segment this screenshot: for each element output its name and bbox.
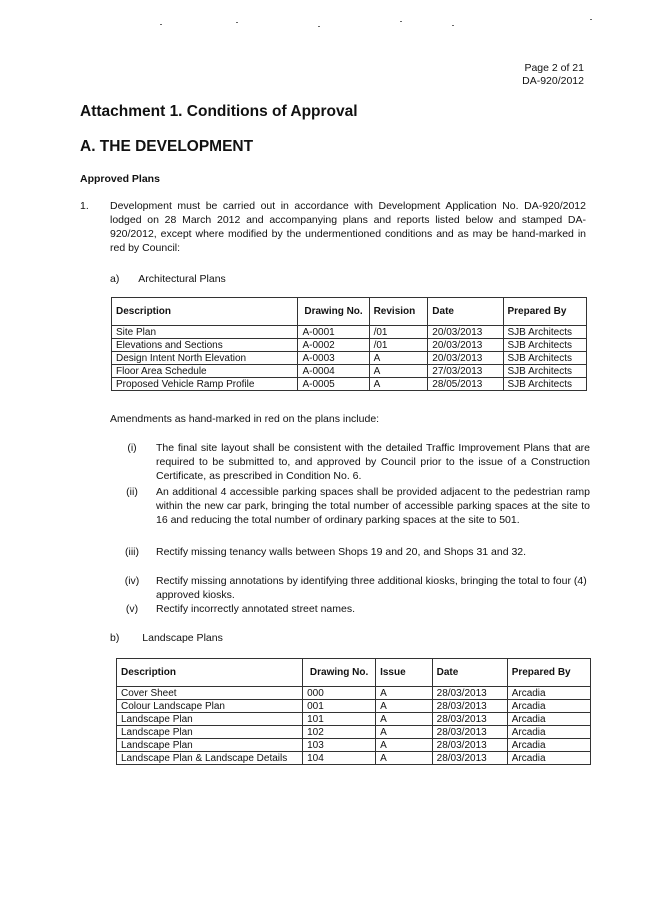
table-row [117,713,591,726]
cell-description: Elevations and Sections [112,339,298,352]
table-row [117,687,591,700]
section-heading: A. THE DEVELOPMENT [80,138,254,155]
cell-prepared: Arcadia [507,739,590,752]
col-revision: Revision [369,298,428,326]
cell-description: Landscape Plan [117,713,303,726]
table-row [117,726,591,739]
list-marker: a) [110,273,120,285]
cell-drawing: A-0001 [298,326,369,339]
amendment-text: An additional 4 accessible parking spaces shall be provided adjacent to the pedestrian ramp within the new car park, bringing the total number of accessible parking spaces at the site to 16 and reducing the total number of ordinary parking spaces at the site to 501. [156,486,590,526]
cell-description: Floor Area Schedule [112,365,298,378]
cell-description: Site Plan [112,326,298,339]
arch-plans-heading [110,272,226,286]
cell-date: 28/03/2013 [432,726,507,739]
col-description: Description [117,659,303,687]
amendment-number: (i) [127,442,137,454]
page-title: Attachment 1. Conditions of Approval [80,103,358,120]
cell-description: Cover Sheet [117,687,303,700]
amendment-number: (v) [125,603,139,615]
table-row [112,326,587,339]
cell-description: Design Intent North Elevation [112,352,298,365]
amendment-text: Rectify incorrectly annotated street names. [156,603,356,615]
cell-prepared: SJB Architects [503,378,587,391]
col-date: Date [428,298,503,326]
cell-revision: A [369,352,428,365]
condition-1 [80,199,586,259]
landscape-plans-table [116,658,591,765]
cell-description: Proposed Vehicle Ramp Profile [112,378,298,391]
scan-speck [452,25,454,26]
amendment-item [116,441,590,485]
condition-number: 1. [80,200,89,212]
table-row [117,752,591,765]
col-prepared-by: Prepared By [503,298,587,326]
cell-drawing: 001 [303,700,376,713]
table-row [117,700,591,713]
col-drawing-no: Drawing No. [303,659,376,687]
cell-prepared: SJB Architects [503,352,587,365]
cell-issue: A [376,713,433,726]
cell-date: 28/03/2013 [432,687,507,700]
cell-issue: A [376,752,433,765]
col-issue: Issue [376,659,433,687]
cell-prepared: Arcadia [507,687,590,700]
table-row [112,339,587,352]
cell-date: 20/03/2013 [428,352,503,365]
scan-speck [236,22,238,23]
page-header [522,62,584,88]
scan-speck [400,21,402,22]
cell-drawing: A-0002 [298,339,369,352]
table-row [117,739,591,752]
col-prepared-by: Prepared By [507,659,590,687]
arch-plans-label: Architectural Plans [138,273,226,285]
amendment-number: (iii) [125,546,139,558]
amendment-number: (iv) [124,575,140,587]
col-date: Date [432,659,507,687]
table-row [112,378,587,391]
scan-speck [318,26,320,27]
amendment-text: The final site layout shall be consistent with the detailed Traffic Improvement Plans that are required to be submitted to, and approved by Council prior to the issue of a Construction Certificate, as prescribed in Condition No. 6. [156,442,590,482]
document-reference: DA-920/2012 [522,75,584,87]
cell-drawing: 102 [303,726,376,739]
landscape-plans-label: Landscape Plans [142,632,223,644]
cell-date: 28/03/2013 [432,713,507,726]
amendment-number: (ii) [126,486,138,498]
cell-drawing: A-0003 [298,352,369,365]
condition-text: Development must be carried out in accordance with Development Application No. DA-920/2012 lodged on 28 March 2012 and accompanying plans and reports listed below and stamped DA-920/2012, except where modified by the undermentioned conditions and as may be hand-marked in red by Council: [110,200,586,254]
cell-drawing: 000 [303,687,376,700]
amendment-item [116,485,590,543]
amendment-text: Rectify missing annotations by identifying three additional kiosks, bringing the total to four (4) approved kiosks. [156,575,587,601]
cell-drawing: 101 [303,713,376,726]
cell-description: Landscape Plan [117,726,303,739]
cell-date: 28/03/2013 [432,752,507,765]
cell-prepared: SJB Architects [503,365,587,378]
cell-date: 28/05/2013 [428,378,503,391]
scan-speck [590,19,592,20]
list-marker: b) [110,632,120,644]
cell-revision: A [369,378,428,391]
cell-issue: A [376,687,433,700]
cell-date: 20/03/2013 [428,326,503,339]
amendment-item [116,602,590,618]
table-row [112,365,587,378]
amendment-text: Rectify missing tenancy walls between Shops 19 and 20, and Shops 31 and 32. [156,546,527,558]
cell-revision: /01 [369,339,428,352]
cell-issue: A [376,700,433,713]
scan-speck [160,24,162,25]
col-drawing-no: Drawing No. [298,298,369,326]
amendments-list [116,441,590,621]
cell-issue: A [376,726,433,739]
cell-prepared: SJB Architects [503,326,587,339]
cell-drawing: A-0004 [298,365,369,378]
architectural-plans-table [111,297,587,391]
cell-drawing: 103 [303,739,376,752]
subheading: Approved Plans [80,173,160,185]
amendments-intro: Amendments as hand-marked in red on the plans include: [110,413,380,425]
cell-prepared: Arcadia [507,726,590,739]
cell-date: 28/03/2013 [432,700,507,713]
cell-description: Landscape Plan [117,739,303,752]
page-number: Page 2 of 21 [524,62,584,74]
cell-issue: A [376,739,433,752]
cell-prepared: Arcadia [507,700,590,713]
table-row [112,352,587,365]
amendment-item [116,545,590,575]
cell-prepared: Arcadia [507,713,590,726]
cell-date: 27/03/2013 [428,365,503,378]
col-description: Description [112,298,298,326]
landscape-plans-heading [110,631,223,645]
cell-revision: A [369,365,428,378]
cell-revision: /01 [369,326,428,339]
cell-date: 28/03/2013 [432,739,507,752]
amendment-item [116,574,590,604]
cell-date: 20/03/2013 [428,339,503,352]
cell-prepared: SJB Architects [503,339,587,352]
cell-prepared: Arcadia [507,752,590,765]
cell-drawing: A-0005 [298,378,369,391]
cell-description: Landscape Plan & Landscape Details [117,752,303,765]
cell-description: Colour Landscape Plan [117,700,303,713]
cell-drawing: 104 [303,752,376,765]
